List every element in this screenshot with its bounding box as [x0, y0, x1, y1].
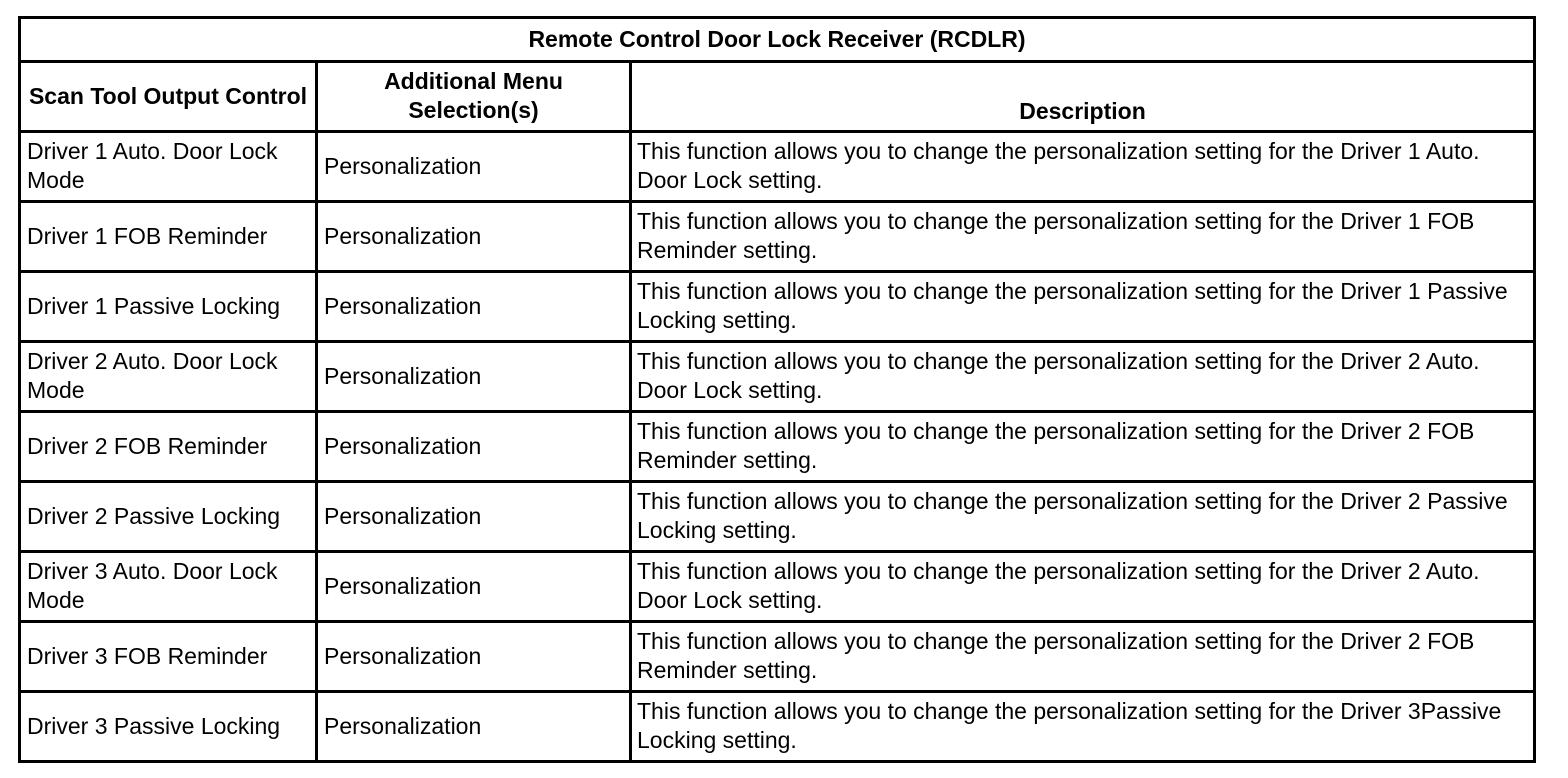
table-row: [20, 622, 1535, 692]
header-description: Description: [631, 62, 1535, 132]
description-cell: This function allows you to change the personalization setting for the Driver 1 Passive Locking setting.: [631, 272, 1535, 342]
description-cell: This function allows you to change the personalization setting for the Driver 2 Auto. Door Lock setting.: [631, 342, 1535, 412]
output-control-cell: Driver 3 Passive Locking: [20, 692, 317, 762]
menu-selection-cell: Personalization: [317, 622, 631, 692]
output-control-cell: Driver 1 FOB Reminder: [20, 202, 317, 272]
table-row: [20, 482, 1535, 552]
output-control-cell: Driver 1 Passive Locking: [20, 272, 317, 342]
table-row: [20, 552, 1535, 622]
menu-selection-cell: Personalization: [317, 482, 631, 552]
menu-selection-cell: Personalization: [317, 552, 631, 622]
menu-selection-cell: Personalization: [317, 342, 631, 412]
menu-selection-cell: Personalization: [317, 692, 631, 762]
rcdlr-table: [18, 16, 1536, 763]
description-cell: This function allows you to change the personalization setting for the Driver 2 FOB Reminder setting.: [631, 412, 1535, 482]
description-cell: This function allows you to change the personalization setting for the Driver 3Passive Locking setting.: [631, 692, 1535, 762]
table-row: [20, 342, 1535, 412]
description-cell: This function allows you to change the personalization setting for the Driver 2 Auto. Door Lock setting.: [631, 552, 1535, 622]
header-output-control: Scan Tool Output Control: [20, 62, 317, 132]
output-control-cell: Driver 3 FOB Reminder: [20, 622, 317, 692]
output-control-cell: Driver 2 Passive Locking: [20, 482, 317, 552]
table-title-row: [20, 18, 1535, 62]
output-control-cell: Driver 1 Auto. Door Lock Mode: [20, 132, 317, 202]
table-row: [20, 202, 1535, 272]
description-cell: This function allows you to change the personalization setting for the Driver 1 FOB Reminder setting.: [631, 202, 1535, 272]
menu-selection-cell: Personalization: [317, 412, 631, 482]
header-menu-selection: Additional Menu Selection(s): [317, 62, 631, 132]
output-control-cell: Driver 2 FOB Reminder: [20, 412, 317, 482]
menu-selection-cell: Personalization: [317, 272, 631, 342]
output-control-cell: Driver 2 Auto. Door Lock Mode: [20, 342, 317, 412]
menu-selection-cell: Personalization: [317, 132, 631, 202]
table-header-row: [20, 62, 1535, 132]
table-row: [20, 132, 1535, 202]
output-control-cell: Driver 3 Auto. Door Lock Mode: [20, 552, 317, 622]
description-cell: This function allows you to change the personalization setting for the Driver 1 Auto. Door Lock setting.: [631, 132, 1535, 202]
table-row: [20, 692, 1535, 762]
table-row: [20, 272, 1535, 342]
description-cell: This function allows you to change the personalization setting for the Driver 2 FOB Reminder setting.: [631, 622, 1535, 692]
table-row: [20, 412, 1535, 482]
table-title: Remote Control Door Lock Receiver (RCDLR): [20, 18, 1535, 62]
menu-selection-cell: Personalization: [317, 202, 631, 272]
description-cell: This function allows you to change the personalization setting for the Driver 2 Passive Locking setting.: [631, 482, 1535, 552]
